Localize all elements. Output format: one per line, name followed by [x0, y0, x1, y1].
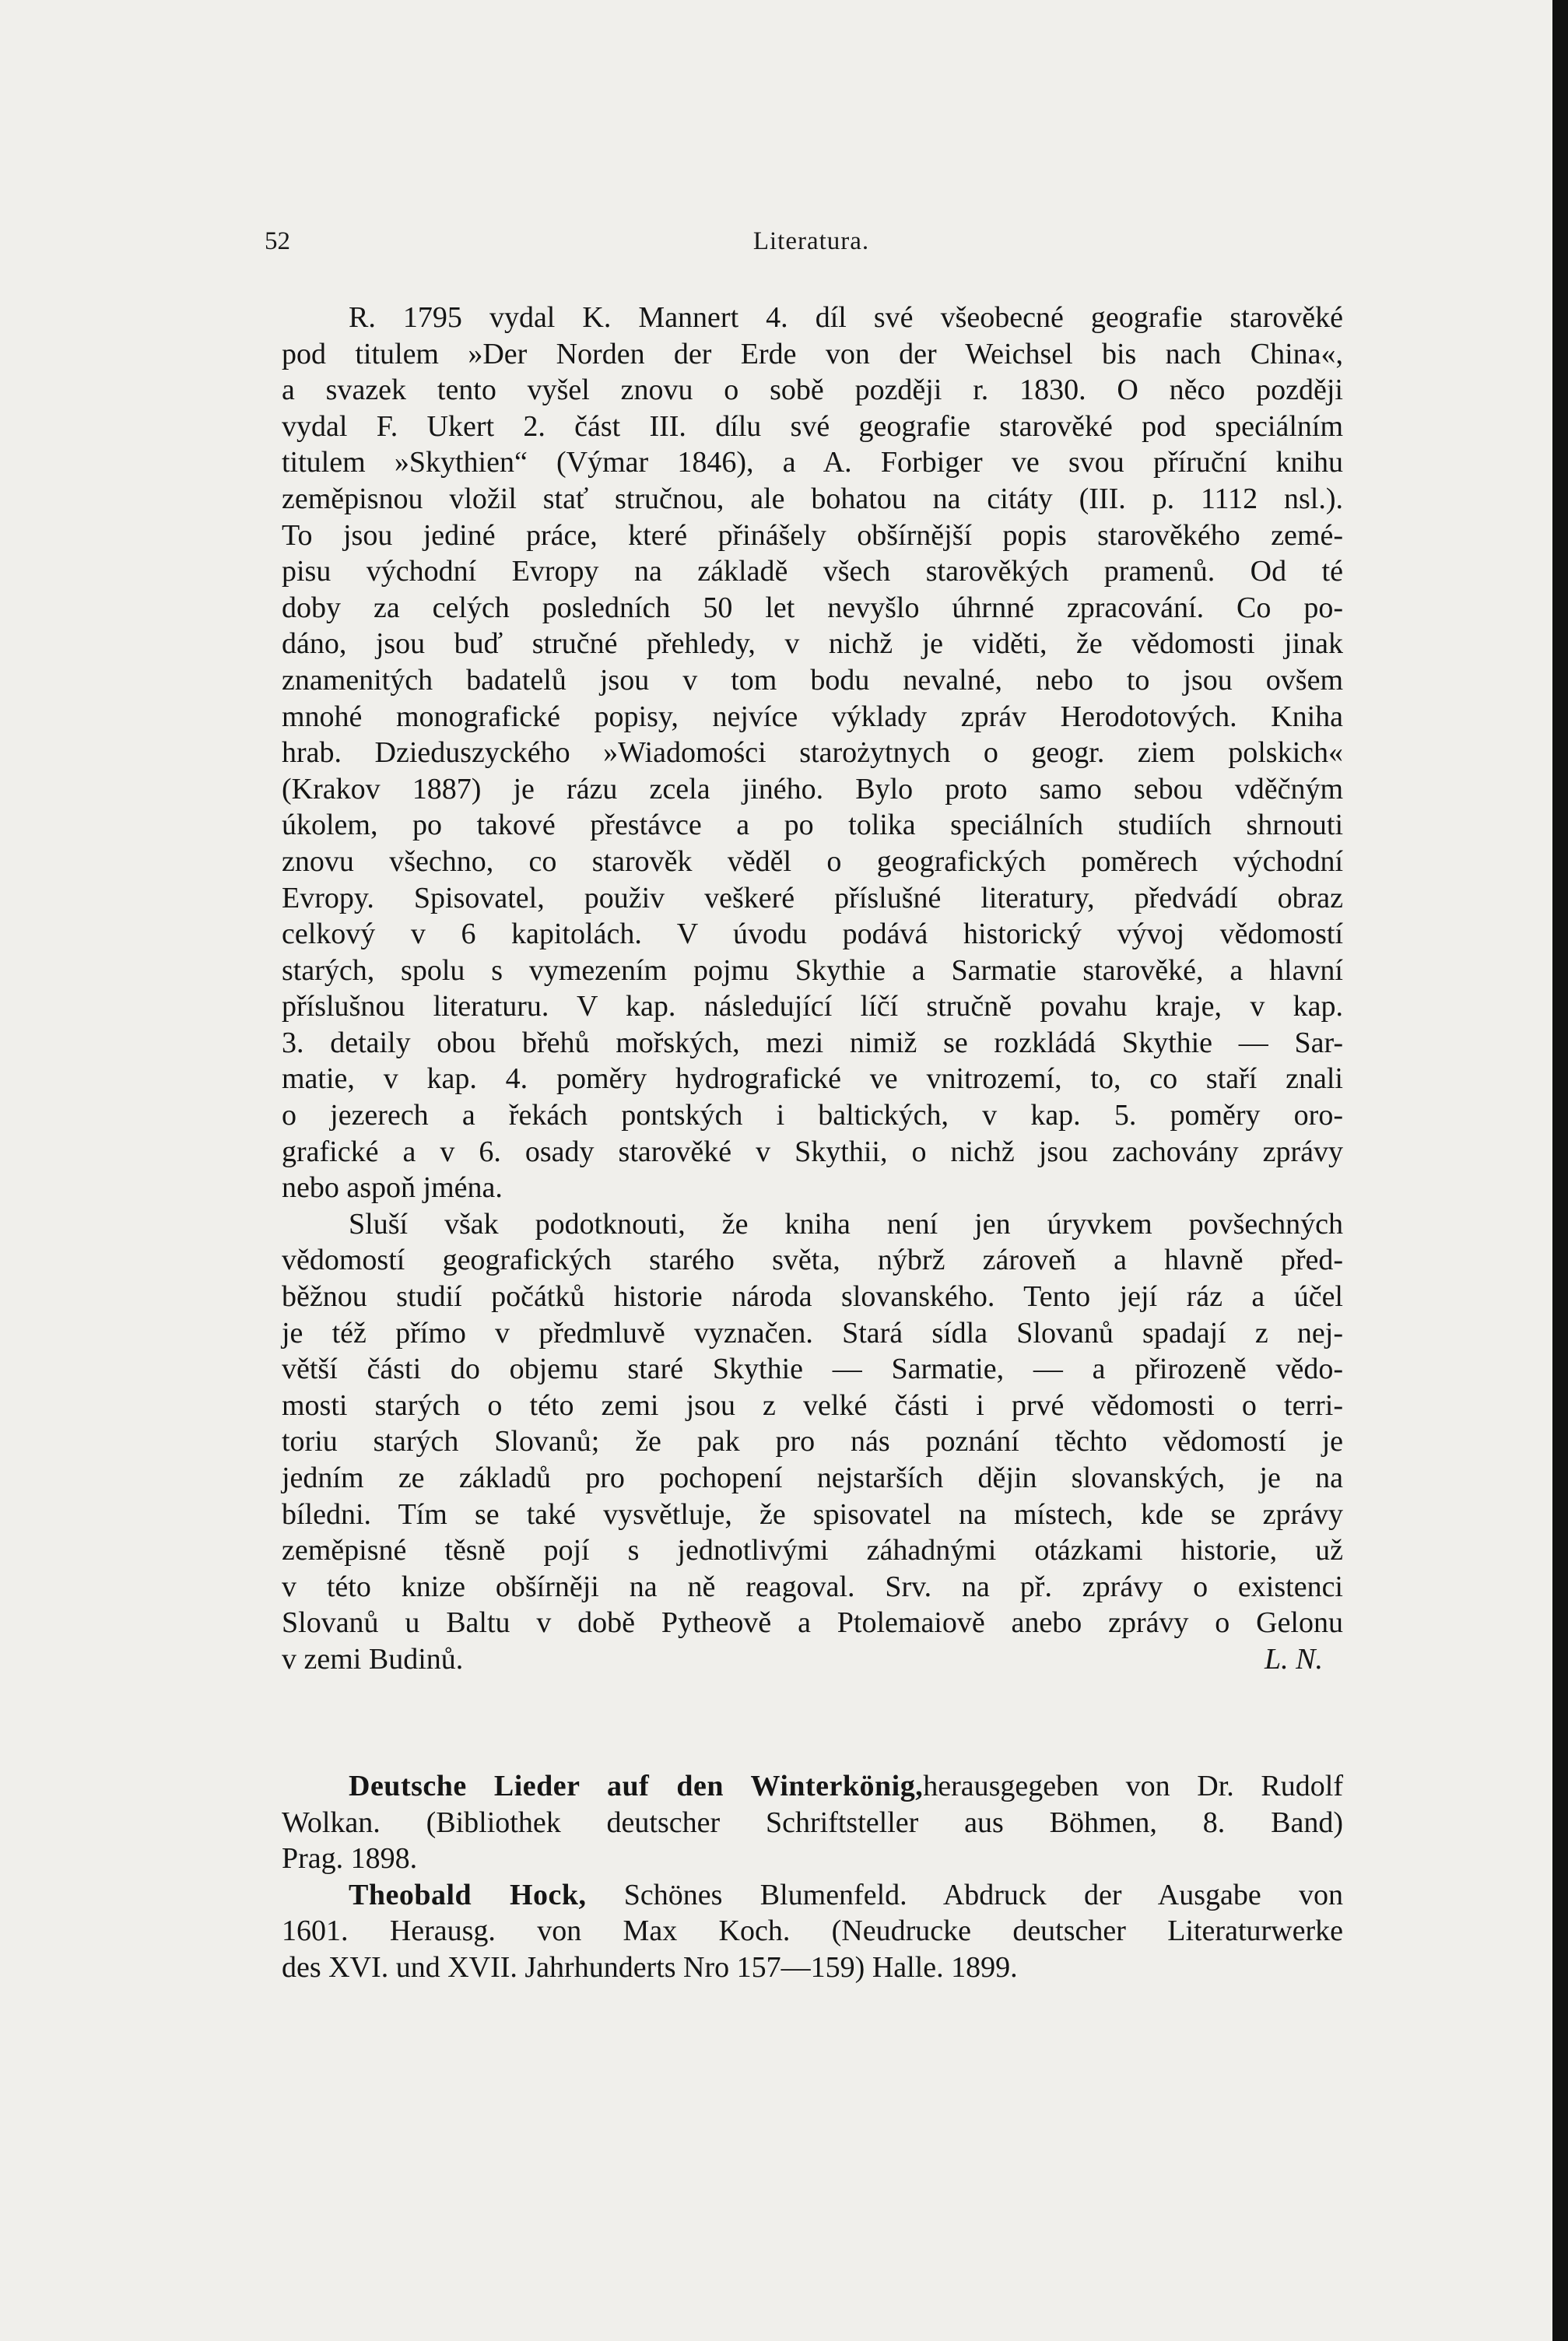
text-line: celkový v 6 kapitolách. V úvodu podává historický vývoj vědomostí	[282, 918, 1343, 951]
entry-2-line: des XVI. und XVII. Jahrhunderts Nro 157—159) Halle. 1899.	[282, 1950, 1018, 1984]
text-line: grafické a v 6. osady starověké v Skythii, o nichž jsou zachovány zprávy	[282, 1135, 1343, 1168]
bibliography-entries	[282, 1768, 1343, 1986]
entry-2-line: 1601. Herausg. von Max Koch. (Neudrucke deutscher Literaturwerke	[282, 1915, 1343, 1948]
text-line: dáno, jsou buď stručné přehledy, v nichž je viděti, že vědomosti jinak	[282, 627, 1343, 661]
text-line: Sluší však podotknouti, že kniha není jen úryvkem povšechných	[349, 1207, 1343, 1241]
text-line: v této knize obšírněji na ně reagoval. Srv. na př. zprávy o existenci	[282, 1570, 1343, 1603]
text-line: a svazek tento vyšel znovu o sobě později r. 1830. O něco později	[282, 374, 1343, 407]
entry-1-line: Prag. 1898.	[282, 1842, 418, 1876]
entry-1-line	[282, 1768, 1343, 1805]
entry-2-text: Schönes Blumenfeld. Abdruck der Ausgabe von	[623, 1878, 1344, 1911]
text-line: To jsou jediné práce, které přinášely obšírnější popis starověkého zemé-	[282, 518, 1343, 552]
review-text	[282, 300, 1343, 1678]
text-line: příslušnou literaturu. V kap. následující líčí stručně povahu kraje, v kap.	[282, 990, 1343, 1023]
text-line: vědomostí geografických starého světa, nýbrž zároveň a hlavně před-	[282, 1244, 1343, 1277]
text-line: matie, v kap. 4. poměry hydrografické ve vnitrozemí, to, co staří znali	[282, 1062, 1343, 1096]
text-line: zeměpisné těsně pojí s jednotlivými záhadnými otázkami historie, už	[282, 1534, 1343, 1567]
text-line: mnohé monografické popisy, nejvíce výklady zpráv Herodotových. Kniha	[282, 700, 1343, 733]
text-line: Evropy. Spisovatel, použiv veškeré příslušné literatury, předvádí obraz	[282, 881, 1343, 914]
text-line: o jezerech a řekách pontských i baltických, v kap. 5. poměry oro-	[282, 1099, 1343, 1132]
running-title: Literatura.	[752, 227, 870, 255]
scan-edge	[1552, 0, 1568, 2341]
page-header	[265, 227, 1358, 265]
text-line: toriu starých Slovanů; že pak pro nás poznání těchto vědomostí je	[282, 1425, 1343, 1458]
entry-1-text: herausgegeben von Dr. Rudolf	[923, 1770, 1343, 1802]
text-line: vydal F. Ukert 2. část III. dílu své geografie starověké pod speciálním	[282, 409, 1343, 443]
text-line: zeměpisnou vložil stať stručnou, ale bohatou na citáty (III. p. 1112 nsl.).	[282, 482, 1343, 515]
text-line: (Krakov 1887) je rázu zcela jiného. Bylo proto samo sebou vděčným	[282, 772, 1343, 805]
text-line: běžnou studií počátků historie národa slovanského. Tento její ráz a účel	[282, 1280, 1343, 1314]
entry-1-line: Wolkan. (Bibliothek deutscher Schriftsteller aus Böhmen, 8. Band)	[282, 1806, 1343, 1839]
text-line: znamenitých badatelů jsou v tom bodu nevalné, nebo to jsou ovšem	[282, 663, 1343, 697]
text-line-content: v zemi Budinů.	[282, 1642, 464, 1676]
author-signature: L. N.	[1265, 1642, 1323, 1676]
text-line: titulem »Skythien“ (Výmar 1846), a A. Forbiger ve svou příruční knihu	[282, 446, 1343, 479]
text-line: úkolem, po takové přestávce a po tolika speciálních studiích shrnouti	[282, 809, 1343, 842]
text-line: je též přímo v předmluvě vyznačen. Stará sídla Slovanů spadají z nej-	[282, 1316, 1343, 1349]
text-line: bíledni. Tím se také vysvětluje, že spisovatel na místech, kde se zprávy	[282, 1497, 1343, 1531]
text-line: jedním ze základů pro pochopení nejstarších dějin slovanských, je na	[282, 1462, 1343, 1494]
entry-2-line	[282, 1877, 1343, 1914]
text-line: větší části do objemu staré Skythie — Sarmatie, — a přirozeně vědo-	[282, 1353, 1343, 1386]
entry-2-title: Theobald Hock,	[349, 1878, 587, 1911]
text-line: pod titulem »Der Norden der Erde von der Weichsel bis nach China«,	[282, 337, 1343, 370]
text-line: hrab. Dzieduszyckého »Wiadomości starożytnych o geogr. ziem polskich«	[282, 736, 1343, 770]
text-line: Slovanů u Baltu v době Pytheově a Ptolemaiově anebo zprávy o Gelonu	[282, 1606, 1343, 1640]
page-number: 52	[265, 227, 290, 255]
text-line: R. 1795 vydal K. Mannert 4. díl své všeobecné geografie starověké	[349, 301, 1343, 334]
text-line: 3. detaily obou břehů mořských, mezi nimiž se rozkládá Skythie — Sar-	[282, 1026, 1343, 1059]
text-line	[282, 1641, 1343, 1678]
text-line: nebo aspoň jména.	[282, 1171, 503, 1205]
text-line: mosti starých o této zemi jsou z velké části i prvé vědomosti o terri-	[282, 1388, 1343, 1422]
entry-1-title: Deutsche Lieder auf den Winterkönig,	[349, 1770, 924, 1802]
text-line: starých, spolu s vymezením pojmu Skythie a Sarmatie starověké, a hlavní	[282, 953, 1343, 987]
text-line: pisu východní Evropy na základě všech starověkých pramenů. Od té	[282, 555, 1343, 588]
text-line: znovu všechno, co starověk věděl o geografických poměrech východní	[282, 844, 1343, 878]
text-line: doby za celých posledních 50 let nevyšlo úhrnné zpracování. Co po-	[282, 591, 1343, 624]
